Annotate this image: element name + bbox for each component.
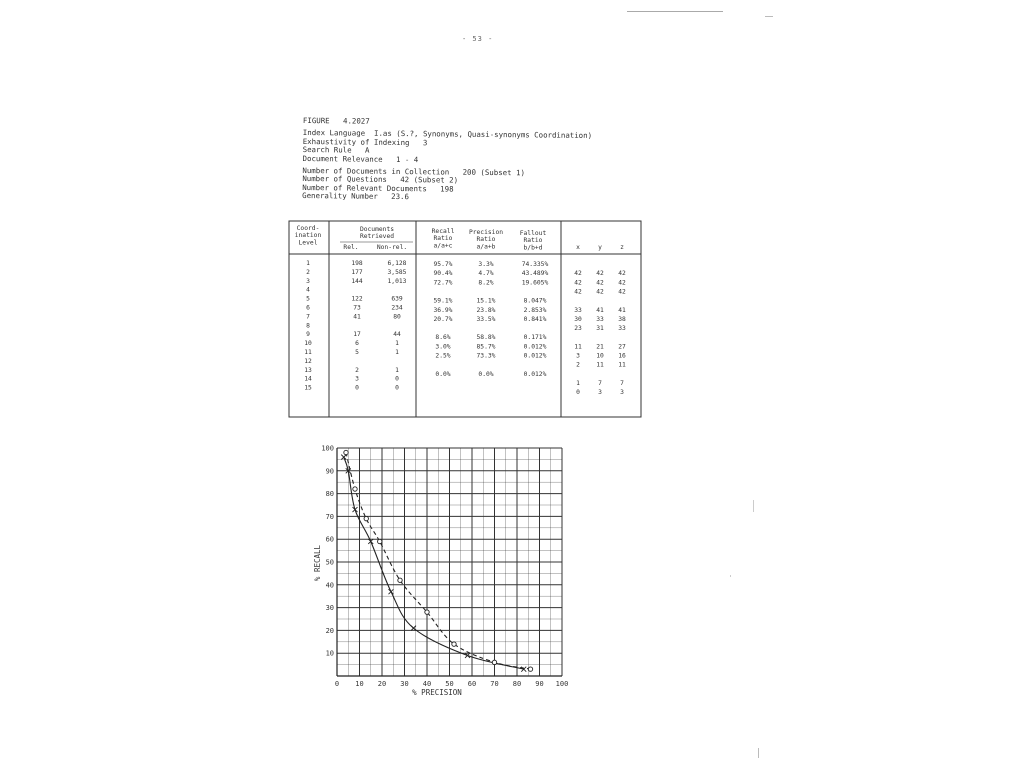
- table-cell-rel: 3: [355, 375, 359, 383]
- table-cell-x: 3: [576, 352, 580, 360]
- table-cell-x: 30: [574, 315, 582, 323]
- table-cell-rel: 144: [351, 277, 363, 285]
- table-cell-fallout: 0.012%: [523, 343, 547, 351]
- table-cell-level: 5: [306, 295, 310, 303]
- table-cell-y: 11: [596, 361, 604, 369]
- x-axis-label: % PRECISION: [412, 688, 462, 697]
- table-cell-level: 7: [306, 313, 310, 321]
- table-cell-rel: 17: [353, 331, 361, 339]
- table-cell-fallout: 19.605%: [521, 279, 549, 287]
- table-cell-rel: 0: [355, 384, 359, 392]
- x-tick-label: 80: [512, 680, 522, 688]
- table-cell-precision: 85.7%: [476, 343, 496, 351]
- scan-mark: [758, 748, 759, 758]
- table-cell-level: 15: [304, 384, 312, 392]
- y-tick-label: 70: [325, 512, 334, 521]
- table-cell-recall: 8.6%: [435, 334, 451, 342]
- table-cell-z: 33: [618, 325, 626, 333]
- x-tick-label: 60: [467, 680, 477, 688]
- table-cell-y: 10: [596, 352, 604, 360]
- num-questions-value: 42 (Subset 2): [400, 175, 459, 185]
- table-cell-rel: 6: [355, 340, 359, 348]
- num-relevant-label: Number of Relevant Documents: [302, 182, 427, 194]
- col-header-x: x: [576, 244, 580, 251]
- table-cell-level: 12: [304, 357, 312, 365]
- table-cell-z: 42: [618, 270, 626, 278]
- y-axis-label: % RECALL: [313, 544, 322, 582]
- data-point-o: [425, 610, 429, 614]
- y-tick-label: 80: [325, 490, 334, 499]
- data-point-o: [344, 450, 348, 454]
- table-cell-nonrel: 80: [393, 313, 401, 321]
- table-cell-x: 33: [574, 306, 582, 314]
- x-tick-label: 100: [555, 680, 569, 688]
- table-cell-nonrel: 234: [391, 304, 403, 312]
- col-header-nonrel: Non-rel.: [376, 244, 408, 251]
- index-language-value: I.as (S.?, Synonyms, Quasi-synonyms Coordination): [373, 129, 593, 141]
- table-cell-nonrel: 639: [391, 295, 403, 303]
- exhaustivity-label: Exhaustivity of Indexing: [302, 136, 410, 147]
- document-relevance-label: Document Relevance: [302, 153, 383, 164]
- table-cell-nonrel: 3,585: [387, 268, 407, 276]
- table-cell-recall: 3.0%: [435, 343, 451, 351]
- table-cell-x: 42: [574, 270, 582, 278]
- table-cell-x: 23: [574, 325, 582, 333]
- table-cell-rel: 198: [351, 260, 363, 267]
- data-point-o: [364, 516, 368, 520]
- table-cell-rel: 73: [353, 304, 361, 312]
- generality-value: 23.6: [391, 192, 410, 202]
- table-cell-nonrel: 44: [393, 331, 401, 339]
- document-relevance-value: 1 - 4: [395, 154, 419, 164]
- table-cell-precision: 15.1%: [476, 297, 496, 305]
- table-cell-level: 11: [304, 349, 312, 356]
- num-documents-label: Number of Documents in Collection: [302, 165, 450, 177]
- num-relevant-value: 198: [440, 184, 454, 194]
- table-cell-recall: 0.0%: [435, 370, 451, 378]
- table-cell-x: 11: [574, 343, 582, 351]
- table-cell-nonrel: 0: [395, 384, 399, 392]
- y-tick-label: 20: [325, 626, 334, 635]
- data-point-o: [528, 667, 532, 671]
- col-header-level: Coord-ination Level: [294, 225, 322, 247]
- table-cell-level: 4: [306, 286, 310, 294]
- table-cell-nonrel: 1: [395, 349, 399, 356]
- col-header-documents: Documents Retrieved: [359, 226, 395, 241]
- table-cell-precision: 58.8%: [476, 334, 496, 342]
- table-cell-z: 16: [618, 352, 626, 360]
- table-cell-rel: 41: [353, 313, 361, 321]
- scan-mark: [753, 500, 754, 512]
- figure-header: [302, 117, 592, 204]
- table-cell-y: 42: [596, 288, 604, 296]
- table-cell-y: 42: [596, 270, 604, 278]
- table-cell-y: 31: [596, 325, 604, 333]
- index-language-label: Index Language: [302, 128, 366, 139]
- y-tick-label: 50: [325, 558, 334, 567]
- table-cell-fallout: 0.012%: [523, 352, 547, 360]
- table-cell-nonrel: 1: [395, 366, 399, 374]
- x-tick-label: 90: [535, 680, 544, 688]
- table-cell-fallout: 0.171%: [523, 334, 547, 342]
- x-tick-label: 40: [422, 680, 432, 688]
- x-tick-label: 70: [490, 680, 499, 688]
- y-tick-label: 100: [321, 444, 334, 453]
- data-point-x: [341, 455, 346, 460]
- x-tick-label: 10: [355, 680, 364, 688]
- figure-id: 4.2027: [342, 116, 370, 126]
- table-cell-y: 7: [598, 379, 602, 387]
- table-cell-level: 1: [306, 260, 310, 267]
- table-cell-fallout: 43.489%: [521, 270, 549, 278]
- table-cell-nonrel: 1,013: [387, 277, 407, 285]
- x-tick-label: 0: [334, 680, 340, 688]
- precision-recall-chart: [300, 440, 580, 700]
- table-cell-fallout: 0.012%: [523, 370, 547, 378]
- table-cell-nonrel: 6,128: [387, 260, 407, 267]
- table-cell-x: 0: [576, 389, 580, 397]
- table-cell-fallout: 8.047%: [523, 297, 547, 305]
- data-point-x: [389, 589, 394, 594]
- table-cell-z: 11: [618, 361, 626, 369]
- table-cell-precision: 4.7%: [478, 270, 494, 278]
- table-cell-level: 13: [304, 366, 312, 374]
- table-cell-recall: 72.7%: [433, 279, 453, 287]
- data-point-x: [465, 653, 470, 658]
- data-point-o: [452, 642, 456, 646]
- table-cell-precision: 0.0%: [478, 370, 494, 378]
- scan-mark: [765, 16, 773, 17]
- page-number: - 53 -: [462, 35, 494, 43]
- col-header-recall: Recall Ratio a/a+c: [431, 228, 455, 250]
- num-documents-value: 200 (Subset 1): [462, 167, 525, 178]
- y-tick-label: 90: [325, 467, 334, 476]
- table-cell-precision: 3.3%: [478, 261, 494, 268]
- table-cell-level: 8: [306, 322, 310, 330]
- x-tick-label: 50: [445, 680, 454, 688]
- table-cell-recall: 95.7%: [433, 261, 453, 268]
- x-tick-label: 20: [377, 680, 387, 688]
- table-cell-z: 7: [620, 379, 624, 387]
- generality-label: Generality Number: [302, 191, 378, 201]
- col-header-rel: Rel.: [343, 244, 359, 251]
- table-cell-z: 41: [618, 306, 626, 314]
- col-header-precision: Precision Ratio a/a+b: [468, 229, 504, 251]
- table-cell-recall: 36.9%: [433, 306, 453, 314]
- table-cell-x: 1: [576, 379, 580, 387]
- data-point-o: [378, 539, 382, 543]
- data-point-o: [492, 660, 496, 664]
- table-cell-z: 42: [618, 288, 626, 296]
- col-header-y: y: [598, 244, 602, 251]
- data-point-o: [353, 487, 357, 491]
- data-point-x: [411, 626, 416, 631]
- table-cell-level: 3: [306, 277, 310, 285]
- table-cell-recall: 90.4%: [433, 270, 453, 278]
- table-cell-rel: 2: [355, 366, 359, 374]
- scan-mark: [627, 11, 723, 12]
- table-cell-recall: 20.7%: [433, 315, 453, 323]
- col-header-fallout: Fallout Ratio b/b+d: [519, 230, 547, 252]
- col-header-z: z: [620, 244, 624, 251]
- table-cell-level: 10: [304, 340, 312, 348]
- table-cell-nonrel: 1: [395, 340, 399, 348]
- figure-label: FIGURE: [302, 116, 330, 126]
- y-tick-label: 60: [325, 535, 334, 544]
- table-cell-precision: 33.5%: [476, 315, 496, 323]
- table-cell-z: 27: [618, 343, 626, 351]
- num-questions-label: Number of Questions: [302, 174, 387, 185]
- search-rule-label: Search Rule: [302, 145, 352, 155]
- data-point-o: [398, 578, 402, 582]
- table-cell-level: 9: [306, 331, 310, 339]
- table-cell-precision: 8.2%: [478, 279, 494, 287]
- table-cell-y: 3: [598, 389, 602, 397]
- table-cell-rel: 5: [355, 349, 359, 356]
- table-cell-fallout: 74.335%: [521, 261, 549, 268]
- y-tick-label: 40: [325, 581, 334, 590]
- table-cell-rel: 177: [351, 268, 363, 276]
- search-rule-value: A: [364, 145, 370, 155]
- table-cell-z: 3: [620, 389, 624, 397]
- table-cell-precision: 23.8%: [476, 306, 496, 314]
- table-cell-level: 2: [306, 268, 310, 276]
- table-cell-nonrel: 0: [395, 375, 399, 383]
- table-cell-fallout: 2.853%: [523, 306, 547, 314]
- table-cell-level: 14: [304, 375, 312, 383]
- table-cell-rel: 122: [351, 295, 363, 303]
- table-cell-fallout: 0.841%: [523, 315, 547, 323]
- table-cell-x: 42: [574, 279, 582, 287]
- scan-mark: [730, 575, 731, 577]
- y-tick-label: 30: [325, 604, 334, 613]
- table-cell-y: 33: [596, 315, 604, 323]
- x-tick-label: 30: [400, 680, 409, 688]
- table-cell-x: 2: [576, 361, 580, 369]
- results-table: [285, 218, 645, 420]
- exhaustivity-value: 3: [422, 138, 428, 148]
- table-cell-z: 42: [618, 279, 626, 287]
- table-cell-recall: 2.5%: [435, 352, 451, 360]
- table-cell-y: 21: [596, 343, 604, 351]
- table-cell-precision: 73.3%: [476, 352, 496, 360]
- table-cell-x: 42: [574, 288, 582, 296]
- table-cell-level: 6: [306, 304, 310, 312]
- table-cell-y: 41: [596, 306, 604, 314]
- y-tick-label: 10: [325, 649, 334, 658]
- table-cell-z: 38: [618, 315, 626, 323]
- table-cell-y: 42: [596, 279, 604, 287]
- table-cell-recall: 59.1%: [433, 297, 453, 305]
